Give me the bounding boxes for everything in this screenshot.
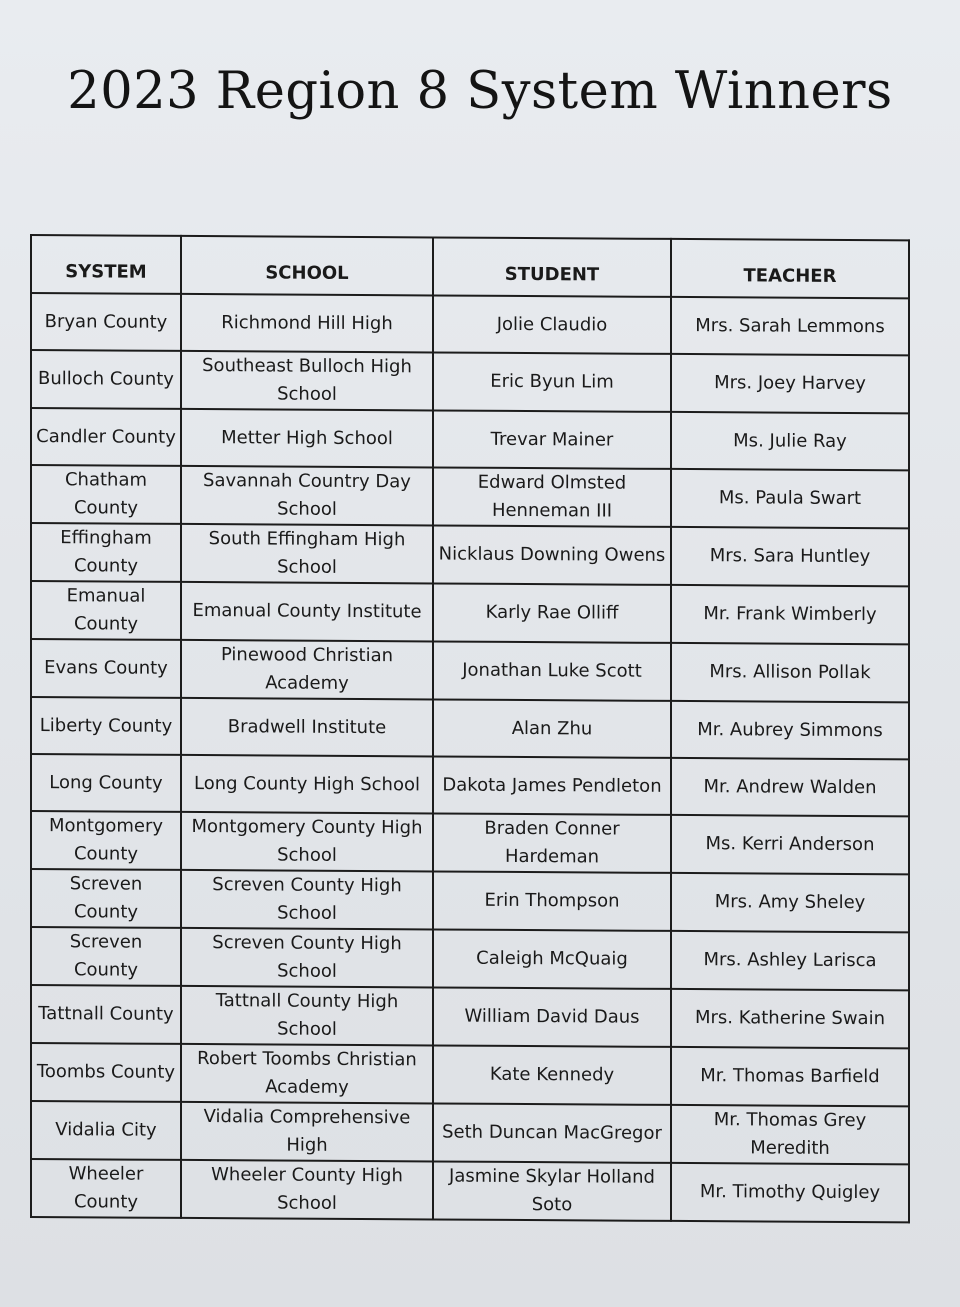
cell-school: Screven County High School — [181, 928, 433, 988]
header-teacher: TEACHER — [671, 239, 909, 298]
cell-system: Chatham County — [31, 465, 181, 524]
cell-system: Bulloch County — [31, 350, 181, 409]
cell-student: Seth Duncan MacGregor — [433, 1103, 671, 1162]
cell-school: Pinewood Christian Academy — [181, 640, 433, 700]
cell-student: Edward Olmsted Henneman III — [433, 467, 671, 526]
cell-teacher: Ms. Julie Ray — [671, 412, 909, 470]
cell-school: Wheeler County High School — [181, 1160, 433, 1220]
cell-student: Kate Kennedy — [433, 1045, 671, 1104]
cell-school: Southeast Bulloch High School — [181, 351, 433, 411]
cell-system: Wheeler County — [31, 1159, 181, 1218]
table-row — [31, 869, 909, 932]
cell-teacher: Mr. Aubrey Simmons — [671, 701, 909, 759]
cell-teacher: Mrs. Allison Pollak — [671, 643, 909, 702]
cell-school: Vidalia Comprehensive High — [181, 1102, 433, 1162]
cell-system: Liberty County — [31, 697, 181, 755]
cell-system: Candler County — [31, 408, 181, 466]
table-body — [31, 293, 909, 1222]
cell-system: Vidalia City — [31, 1101, 181, 1160]
cell-school: Metter High School — [181, 409, 433, 468]
table-row — [31, 697, 909, 759]
header-system: SYSTEM — [31, 235, 181, 294]
table-row — [31, 465, 909, 528]
cell-system: Screven County — [31, 869, 181, 928]
cell-student: Jasmine Skylar Holland Soto — [433, 1161, 671, 1220]
cell-teacher: Mrs. Joey Harvey — [671, 354, 909, 413]
cell-school: Bradwell Institute — [181, 698, 433, 757]
cell-teacher: Mrs. Ashley Larisca — [671, 931, 909, 990]
cell-student: Jonathan Luke Scott — [433, 641, 671, 700]
cell-teacher: Mr. Timothy Quigley — [671, 1163, 909, 1222]
cell-teacher: Ms. Kerri Anderson — [671, 815, 909, 874]
cell-student: Trevar Mainer — [433, 410, 671, 468]
table-row — [31, 639, 909, 702]
cell-system: Tattnall County — [31, 985, 181, 1044]
cell-teacher: Mrs. Sara Huntley — [671, 527, 909, 586]
cell-student: Alan Zhu — [433, 699, 671, 757]
cell-teacher: Mrs. Katherine Swain — [671, 989, 909, 1048]
table-row — [31, 350, 909, 413]
table-row — [31, 985, 909, 1048]
cell-system: Effingham County — [31, 523, 181, 582]
table-row — [31, 1159, 909, 1222]
cell-teacher: Mr. Thomas Barfield — [671, 1047, 909, 1106]
cell-system: Toombs County — [31, 1043, 181, 1102]
cell-school: Long County High School — [181, 755, 433, 814]
cell-system: Long County — [31, 754, 181, 812]
cell-student: Caleigh McQuaig — [433, 929, 671, 988]
cell-school: Montgomery County High School — [181, 812, 433, 872]
header-student: STUDENT — [433, 237, 671, 296]
cell-system: Montgomery County — [31, 811, 181, 870]
table-row — [31, 754, 909, 816]
page-title: 2023 Region 8 System Winners — [67, 62, 893, 121]
cell-teacher: Mrs. Sarah Lemmons — [671, 297, 909, 355]
cell-student: Karly Rae Olliff — [433, 583, 671, 642]
cell-teacher: Mrs. Amy Sheley — [671, 873, 909, 932]
table-row — [31, 1043, 909, 1106]
winners-table — [30, 234, 910, 1223]
cell-student: Dakota James Pendleton — [433, 756, 671, 814]
cell-student: Jolie Claudio — [433, 295, 671, 353]
cell-teacher: Ms. Paula Swart — [671, 469, 909, 528]
table-row — [31, 523, 909, 586]
table-row — [31, 811, 909, 874]
table-header-row — [31, 235, 909, 298]
cell-system: Screven County — [31, 927, 181, 986]
cell-student: William David Daus — [433, 987, 671, 1046]
cell-school: Tattnall County High School — [181, 986, 433, 1046]
cell-school: Screven County High School — [181, 870, 433, 930]
table-row — [31, 1101, 909, 1164]
cell-system: Emanual County — [31, 581, 181, 640]
cell-school: Emanual County Institute — [181, 582, 433, 642]
cell-system: Evans County — [31, 639, 181, 698]
cell-teacher: Mr. Thomas Grey Meredith — [671, 1105, 909, 1164]
cell-student: Erin Thompson — [433, 871, 671, 930]
cell-school: South Effingham High School — [181, 524, 433, 584]
table-row — [31, 927, 909, 990]
table-row — [31, 293, 909, 355]
cell-student: Eric Byun Lim — [433, 352, 671, 411]
cell-student: Braden Conner Hardeman — [433, 813, 671, 872]
cell-teacher: Mr. Andrew Walden — [671, 758, 909, 816]
cell-school: Savannah Country Day School — [181, 466, 433, 526]
header-school: SCHOOL — [181, 236, 433, 296]
cell-school: Robert Toombs Christian Academy — [181, 1044, 433, 1104]
table-row — [31, 408, 909, 470]
table-row — [31, 581, 909, 644]
cell-teacher: Mr. Frank Wimberly — [671, 585, 909, 644]
cell-system: Bryan County — [31, 293, 181, 351]
cell-student: Nicklaus Downing Owens — [433, 525, 671, 584]
cell-school: Richmond Hill High — [181, 294, 433, 353]
